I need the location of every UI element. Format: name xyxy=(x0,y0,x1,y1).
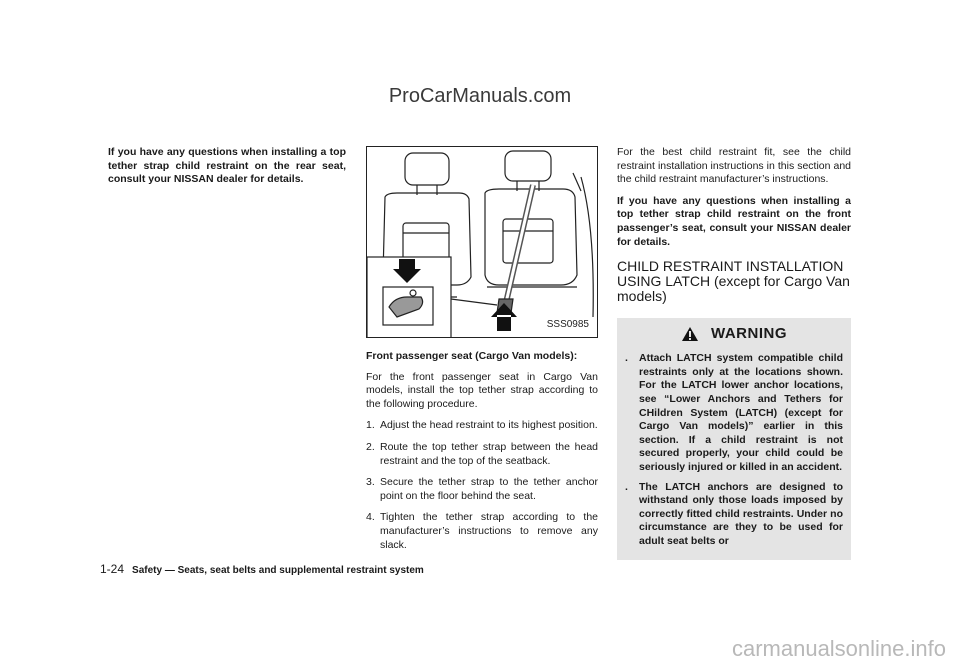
page-footer xyxy=(100,562,424,576)
figure-code: SSS0985 xyxy=(546,319,589,331)
best-fit-paragraph: For the best child restraint fit, see the child restraint installation instructions in this section and the child restraint manufacturer’s instructions. xyxy=(617,146,851,186)
column-middle xyxy=(366,146,598,560)
warning-text: The LATCH anchors are designed to withstand only those loads imposed by correctly fitted child restraints. Under no circumstance are they to be used for adult seat belts or xyxy=(639,480,843,547)
warning-text: Attach LATCH system compatible child restraints only at the locations shown. For the LATCH lower anchor locations, see “Lower Anchors and Tethers for CHildren System (LATCH) (except for Cargo Van models)” earlier in this section. If a child restraint is not secured properly, your child could be seriously injured or killed in an accident. xyxy=(639,352,843,473)
front-passenger-subheading: Front passenger seat (Cargo Van models): xyxy=(366,350,578,362)
rear-seat-note: If you have any questions when installing a top tether strap child restraint on the rear seat, consult your NISSAN dealer for details. xyxy=(108,146,346,186)
step-number: 3. xyxy=(366,476,375,489)
bullet: . xyxy=(625,352,628,365)
warning-item xyxy=(625,481,843,549)
footer-section-title: Safety — Seats, seat belts and supplemental restraint system xyxy=(132,565,424,576)
warning-header xyxy=(625,326,843,342)
step-text: Route the top tether strap between the head restraint and the top of the seatback. xyxy=(380,440,598,467)
column-left xyxy=(108,146,346,195)
front-passenger-intro: For the front passenger seat in Cargo Van models, install the top tether strap according to the following procedure. xyxy=(366,370,598,410)
warning-box xyxy=(617,318,851,560)
section-title: CHILD RESTRAINT INSTALLATION USING LATCH (except for Cargo Van models) xyxy=(617,258,850,305)
seat-drawing xyxy=(367,147,598,338)
step-text: Tighten the tether strap according to the manufacturer’s instructions to remove any slack. xyxy=(380,511,598,551)
step-text: Adjust the head restraint to its highest position. xyxy=(380,419,598,432)
procedure-steps xyxy=(366,419,598,552)
warning-list xyxy=(625,352,843,548)
step-item xyxy=(366,441,598,468)
step-number: 1. xyxy=(366,419,375,432)
watermark-top: ProCarManuals.com xyxy=(388,85,572,107)
step-item xyxy=(366,419,598,433)
step-item xyxy=(366,511,598,552)
step-item xyxy=(366,476,598,503)
warning-item xyxy=(625,352,843,474)
page-number: 1-24 xyxy=(100,562,125,576)
bullet: . xyxy=(625,480,628,493)
front-seat-note: If you have any questions when installing a top tether strap child restraint on the front passenger’s seat, consult your NISSAN dealer for details. xyxy=(617,194,851,248)
warning-triangle-icon xyxy=(681,326,699,342)
watermark-bottom: carmanualsonline.info xyxy=(731,636,946,661)
step-number: 2. xyxy=(366,440,375,453)
warning-label: WARNING xyxy=(711,325,787,343)
step-text: Secure the tether strap to the tether anchor point on the floor behind the seat. xyxy=(380,476,598,502)
step-number: 4. xyxy=(366,511,375,524)
column-right xyxy=(617,146,851,560)
up-arrow-icon xyxy=(491,303,517,331)
seat-illustration xyxy=(366,146,598,338)
